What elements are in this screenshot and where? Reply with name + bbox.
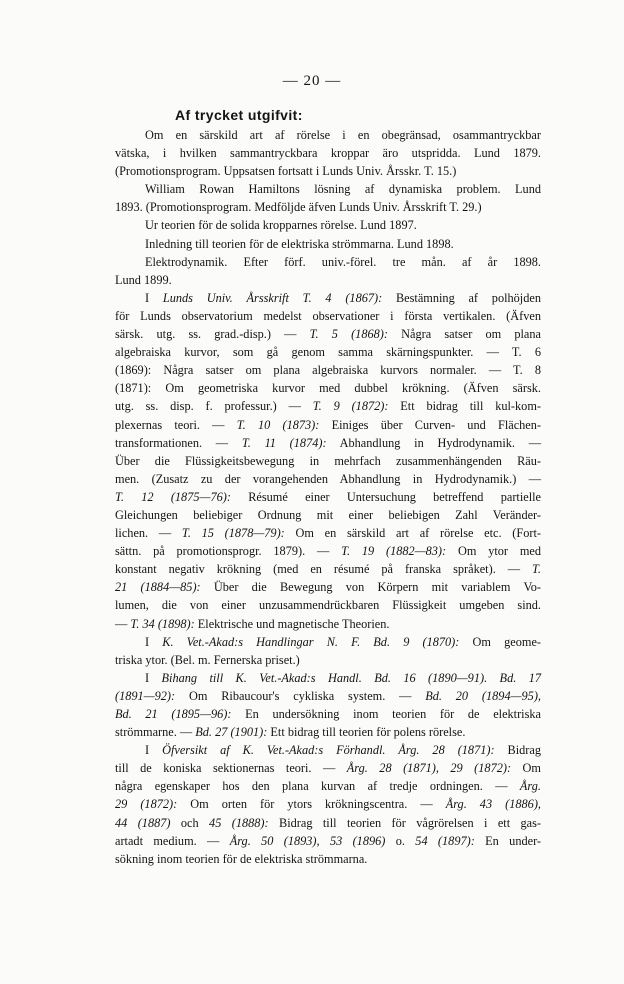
- text-line: Ur teorien för de solida kropparnes rörelse. Lund 1897.: [145, 218, 417, 233]
- text-line: lichen. — T. 15 (1878—79): Om en särskild art af rörelse etc. (Fort-: [115, 526, 541, 541]
- bibliography-list: [115, 126, 541, 868]
- text-line: sökning inom teorien för de elektriska strömmarna.: [115, 851, 368, 866]
- text-line: särsk. utg. ss. grad.-disp.) — T. 5 (1868): Några satser om plana: [115, 327, 541, 342]
- text-line: Bd. 21 (1895—96): En undersökning inom teorien för de elektriska: [115, 707, 541, 721]
- text-line: till de koniska sektionernas teori. — Årg. 28 (1871), 29 (1872): Om: [115, 761, 541, 776]
- text-line: triska ytor. (Bel. m. Fernerska priset.): [115, 652, 300, 667]
- text-line: I Lunds Univ. Årsskrift T. 4 (1867): Bestämning af polhöjden: [145, 290, 541, 305]
- bibliography-entry: [115, 126, 541, 180]
- library-stamp: [415, 940, 545, 966]
- text-line: William Rowan Hamiltons lösning af dynamiska problem. Lund: [145, 182, 541, 197]
- text-line: artadt medium. — Årg. 50 (1893), 53 (1896) o. 54 (1897): En under-: [115, 833, 542, 848]
- bibliography-entry: [115, 669, 541, 741]
- text-line: I Öfversikt af K. Vet.-Akad:s Förhandl. Årg. 28 (1871): Bidrag: [145, 743, 542, 758]
- text-line: men. (Zusatz zu der vorangehenden Abhandlung in Hydrodynamik.) —: [115, 471, 541, 486]
- text-body: [115, 104, 541, 868]
- bibliography-entry: [115, 235, 541, 253]
- bibliography-entry: [115, 289, 541, 633]
- text-line: lumen, die von einer unzusammendrückbaren Flüssigkeit umgeben sind.: [115, 598, 541, 613]
- page-number: — 20 —: [282, 73, 342, 89]
- section-heading: Af trycket utgifvit:: [175, 107, 303, 123]
- text-line: Über die Flüssigkeitsbewegung in mehrfach zusammenhängenden Räu-: [115, 453, 541, 468]
- bibliography-entry: [115, 741, 541, 868]
- text-line: vätska, i hvilken sammantryckbara kroppar äro utspridda. Lund 1879.: [115, 146, 541, 161]
- text-line: I Bihang till K. Vet.-Akad:s Handl. Bd. 16 (1890—91). Bd. 17: [145, 670, 542, 685]
- text-line: plexernas teori. — T. 10 (1873): Einiges über Curven- und Flächen-: [115, 417, 541, 432]
- text-line: (1871): Om geometriska kurvor med dubbel krökning. (Äfven särsk.: [115, 381, 541, 396]
- text-line: (Promotionsprogram. Uppsatsen fortsatt i Lunds Univ. Årsskr. T. 15.): [115, 164, 457, 179]
- text-line: I K. Vet.-Akad:s Handlingar N. F. Bd. 9 (1870): Om geome-: [145, 634, 542, 649]
- text-line: (1891—92): Om Ribaucour's cykliska system. — Bd. 20 (1894—95),: [115, 688, 541, 703]
- text-line: sättn. på promotionsprogr. 1879). — T. 19 (1882—83): Om ytor med: [115, 544, 542, 559]
- bibliography-entry: [115, 216, 541, 234]
- text-line: Inledning till teorien för de elektriska strömmarna. Lund 1898.: [145, 236, 454, 251]
- text-line: — T. 34 (1898): Elektrische und magnetische Theorien.: [115, 616, 390, 631]
- bibliography-entry: [115, 180, 541, 216]
- text-line: transformationen. — T. 11 (1874): Abhandlung in Hydrodynamik. —: [115, 435, 541, 450]
- text-line: strömmarne. — Bd. 27 (1901): Ett bidrag till teorien för polens rörelse.: [115, 725, 466, 740]
- text-line: 1893. (Promotionsprogram. Medföljde äfven Lunds Univ. Årsskrift T. 29.): [115, 200, 482, 215]
- text-line: utg. ss. disp. f. professur.) — T. 9 (1872): Ett bidrag till kul-kom-: [115, 399, 541, 414]
- text-line: 21 (1884—85): Über die Bewegung von Körpern mit variablem Vo-: [115, 580, 541, 595]
- text-line: 44 (1887) och 45 (1888): Bidrag till teorien för vågrörelsen i ett gas-: [115, 815, 542, 830]
- text-line: Om en särskild art af rörelse i en obegränsad, osammantryckbar: [145, 128, 541, 142]
- text-line: T. 12 (1875—76): Résumé einer Untersuchung betreffend partielle: [115, 489, 541, 504]
- text-line: algebraiska kurvor, som gå genom samma skärningspunkter. — T. 6: [115, 345, 541, 360]
- bibliography-entry: [115, 253, 541, 289]
- text-line: Elektrodynamik. Efter förf. univ.-förel. tre mån. af år 1898.: [145, 254, 541, 269]
- text-line: konstant negativ krökning (med en résumé på franska språket). — T.: [115, 562, 541, 577]
- text-line: Gleichungen beliebiger Ordnung mit einer beliebigen Zahl Veränder-: [115, 507, 541, 522]
- text-line: 29 (1872): Om orten för ytors krökningscentra. — Årg. 43 (1886),: [115, 797, 541, 812]
- text-line: för Lunds observatorium medelst observationer i första vertikalen. (Äfven: [115, 308, 541, 323]
- text-line: Lund 1899.: [115, 272, 172, 287]
- text-line: några egenskaper hos den plana kurvan af tredje ordningen. — Årg.: [115, 779, 541, 794]
- text-line: (1869): Några satser om plana algebraiska kurvors normaler. — T. 8: [115, 363, 541, 378]
- bibliography-entry: [115, 633, 541, 669]
